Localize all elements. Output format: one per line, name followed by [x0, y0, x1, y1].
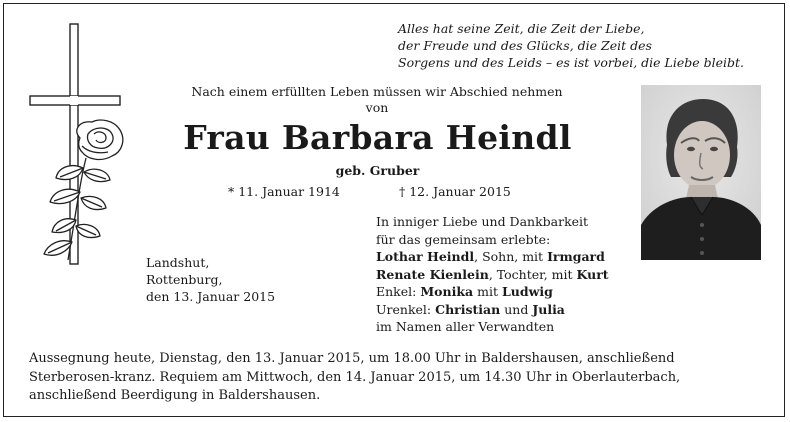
mourners-closing: im Namen aller Verwandten [376, 319, 555, 334]
mourners-list [376, 213, 609, 336]
intro-text [152, 84, 602, 116]
mourner-daughter [376, 266, 609, 284]
date-line: den 13. Januar 2015 [146, 289, 276, 304]
grandchildren-label: Enkel: [376, 284, 421, 299]
grandchild-name: Monika [420, 284, 474, 299]
mourner-son [376, 248, 609, 266]
great-grandchild-name: Christian [435, 301, 501, 317]
cross-with-rose-icon [28, 22, 138, 272]
mourners-intro: für das gemeinsam erlebte: [376, 231, 551, 247]
poem-line: Alles hat seine Zeit, die Zeit der Liebe, [398, 21, 645, 36]
son-relation: , Sohn, mit [474, 249, 548, 264]
maiden-name: geb. Gruber [335, 163, 420, 178]
intro-line: Nach einem erfüllten Leben müssen wir Abschied nehmen [191, 84, 563, 99]
mourners-intro: In inniger Liebe und Dankbarkeit [376, 214, 589, 229]
place-date [146, 254, 275, 305]
grandchild-partner: Ludwig [501, 284, 553, 299]
mourner-great-grandchildren [376, 301, 609, 319]
great-grandchildren-label: Urenkel: [376, 301, 436, 317]
place-line: Rottenburg, [146, 272, 223, 287]
poem-line: Sorgens und des Leids – es ist vorbei, die Liebe bleibt. [398, 55, 745, 70]
connector: und [500, 301, 533, 317]
daughter-partner: Kurt [576, 266, 609, 282]
great-grandchild-name: Julia [532, 301, 565, 317]
poem-line: der Freude und des Glücks, die Zeit des [398, 38, 652, 53]
poem [398, 20, 744, 71]
daughter-name: Renate Kienlein [376, 266, 489, 282]
birth-date: * 11. Januar 1914 [228, 184, 340, 199]
death-date: † 12. Januar 2015 [399, 184, 511, 199]
funeral-notice: Aussegnung heute, Dienstag, den 13. Januar 2015, um 18.00 Uhr in Baldershausen, anschließend Sterberosen-kranz. Requiem am Mittwoch, den 14. Januar 2015, um 14.30 Uhr in Oberlauterbach, anschließend Beerdigung in Baldershausen. [29, 351, 681, 403]
intro-line: von [365, 100, 389, 115]
portrait-photo [641, 85, 761, 260]
son-partner: Irmgard [547, 249, 605, 264]
daughter-relation: , Tochter, mit [488, 266, 577, 282]
son-name: Lothar Heindl [376, 249, 475, 264]
connector: mit [473, 284, 502, 299]
place-line: Landshut, [146, 255, 210, 270]
mourner-grandchildren [376, 283, 609, 301]
deceased-name: Frau Barbara Heindl [183, 118, 572, 157]
